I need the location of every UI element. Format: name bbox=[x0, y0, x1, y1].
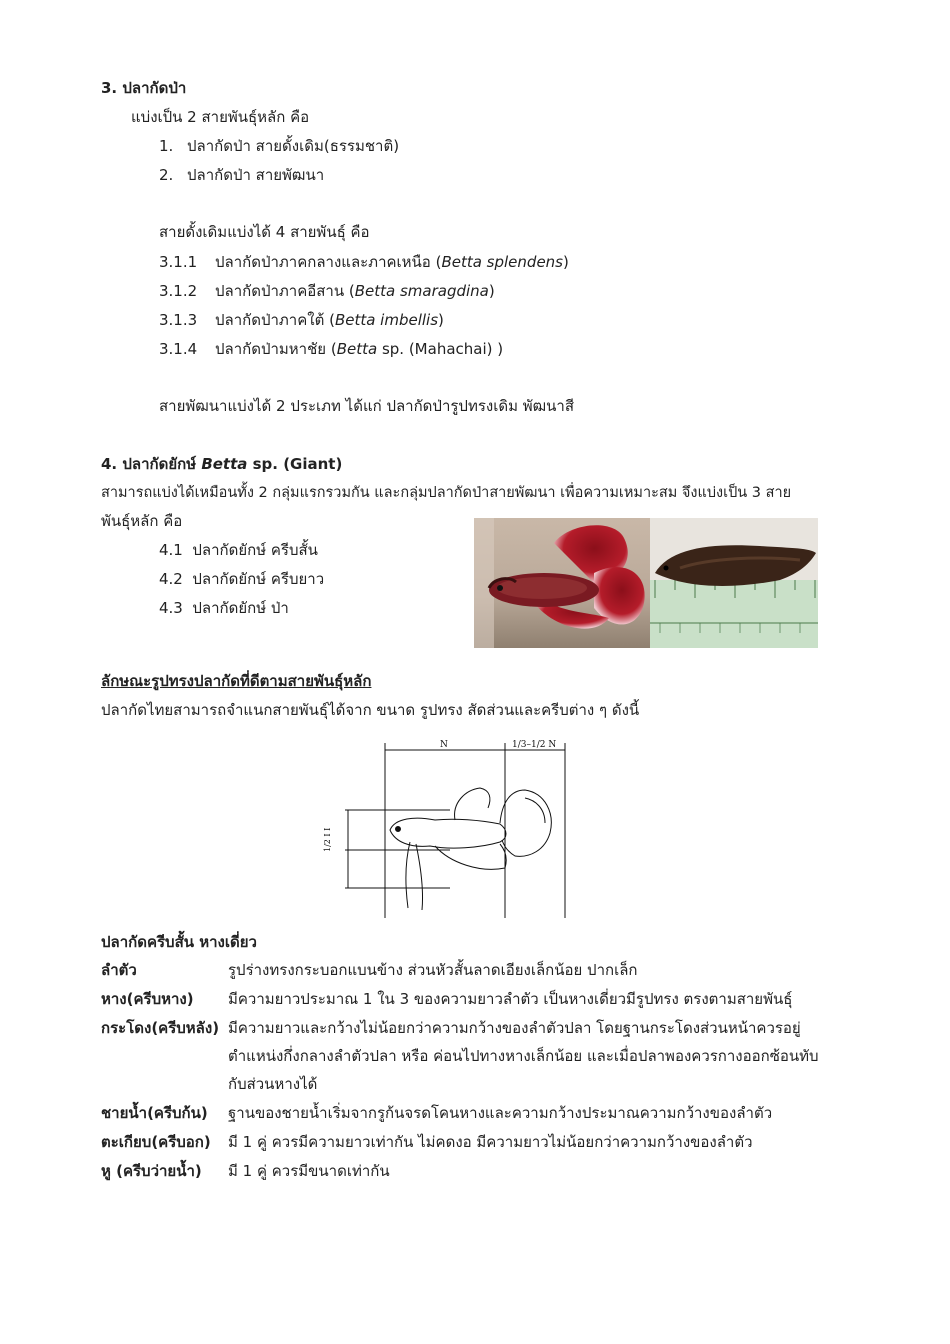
term: หาง(ครีบหาง) bbox=[101, 990, 194, 1008]
giant-item: 4.1 ปลากัดยักษ์ ครีบสั้น bbox=[159, 541, 318, 559]
list-item bbox=[159, 136, 400, 156]
giant-item: 4.2 ปลากัดยักษ์ ครีบยาว bbox=[159, 570, 325, 588]
term-description: มี 1 คู่ ควรมีขนาดเท่ากัน bbox=[228, 1162, 390, 1180]
diagram-label-side: 1/2 I I bbox=[323, 827, 332, 852]
list-number: 2. bbox=[159, 166, 174, 184]
term-description: มีความยาวประมาณ 1 ใน 3 ของความยาวลำตัว เป็นหางเดี่ยวมีรูปทรง ตรงตามสายพันธุ์ bbox=[228, 990, 793, 1008]
characteristics-heading: ลักษณะรูปทรงปลากัดที่ดีตามสายพันธุ์หลัก bbox=[101, 672, 372, 690]
list-item bbox=[159, 165, 325, 185]
term-description: ตำแหน่งกึ่งกลางลำตัวปลา หรือ ค่อนไปทางหางเล็กน้อย และเมื่อปลาพองควรกางออกซ้อนทับ bbox=[228, 1047, 819, 1065]
short-fin-heading: ปลากัดครีบสั้น หางเดี่ยว bbox=[101, 933, 257, 951]
giant-betta-ruler-photo bbox=[650, 518, 818, 648]
variety-number: 3.1.4 bbox=[159, 340, 198, 358]
section4-heading: 4. ปลากัดยักษ์ Betta sp. (Giant) bbox=[101, 455, 343, 473]
term: กระโดง(ครีบหลัง) bbox=[101, 1019, 220, 1037]
term: ชายน้ำ(ครีบก้น) bbox=[101, 1104, 208, 1122]
variety-text: ปลากัดป่ามหาชัย (Betta sp. (Mahachai) ) bbox=[215, 340, 504, 358]
term: หู (ครีบว่ายน้ำ) bbox=[101, 1162, 202, 1180]
giant-betta-red-photo bbox=[474, 518, 650, 648]
variety-item bbox=[159, 281, 719, 301]
term-description: รูปร่างทรงกระบอกแบนข้าง ส่วนหัวสั้นลาดเอียงเล็กน้อย ปากเล็ก bbox=[228, 961, 638, 979]
variety-item bbox=[159, 339, 719, 359]
list-number: 1. bbox=[159, 137, 174, 155]
developed-text: สายพัฒนาแบ่งได้ 2 ประเภท ได้แก่ ปลากัดป่ารูปทรงเดิม พัฒนาสี bbox=[159, 397, 575, 415]
list-text: ปลากัดป่า สายพัฒนา bbox=[187, 166, 325, 184]
diagram-label-n: N bbox=[440, 740, 448, 750]
variety-number: 3.1.1 bbox=[159, 253, 198, 271]
term-description: ฐานของชายน้ำเริ่มจากรูก้นจรดโคนหางและความกว้างประมาณความกว้างของลำตัว bbox=[228, 1104, 773, 1122]
term: ตะเกียบ(ครีบอก) bbox=[101, 1133, 211, 1151]
variety-item bbox=[159, 252, 719, 272]
term-description: กับส่วนหางได้ bbox=[228, 1075, 318, 1093]
term: ลำตัว bbox=[101, 961, 137, 979]
section4-paragraph-line: พันธุ์หลัก คือ bbox=[101, 512, 183, 530]
term-description: มีความยาวและกว้างไม่น้อยกว่าความกว้างของลำตัวปลา โดยฐานกระโดงส่วนหน้าควรอยู่ bbox=[228, 1019, 801, 1037]
diagram-label-ratio: 1/3–1/2 N bbox=[512, 740, 557, 750]
variety-item bbox=[159, 310, 719, 330]
section4-paragraph-line: สามารถแบ่งได้เหมือนทั้ง 2 กลุ่มแรกรวมกัน และกลุ่มปลากัดป่าสายพัฒนา เพื่อความเหมาะสม จึงแบ่งเป็น 3 สาย bbox=[101, 485, 792, 501]
giant-item: 4.3 ปลากัดยักษ์ ป่า bbox=[159, 599, 289, 617]
variety-text: ปลากัดป่าภาคอีสาน (Betta smaragdina) bbox=[215, 282, 495, 300]
term-description: มี 1 คู่ ควรมีความยาวเท่ากัน ไม่คดงอ มีความยาวไม่น้อยกว่าความกว้างของลำตัว bbox=[228, 1133, 753, 1151]
traditional-intro: สายดั้งเดิมแบ่งได้ 4 สายพันธุ์ คือ bbox=[159, 223, 370, 241]
variety-text: ปลากัดป่าภาคใต้ (Betta imbellis) bbox=[215, 311, 444, 329]
variety-text: ปลากัดป่าภาคกลางและภาคเหนือ (Betta splendens) bbox=[215, 253, 569, 271]
variety-number: 3.1.3 bbox=[159, 311, 198, 329]
betta-proportion-diagram bbox=[323, 738, 580, 920]
variety-number: 3.1.2 bbox=[159, 282, 198, 300]
characteristics-intro: ปลากัดไทยสามารถจำแนกสายพันธุ์ได้จาก ขนาด รูปทรง สัดส่วนและครีบต่าง ๆ ดังนี้ bbox=[101, 701, 640, 719]
list-text: ปลากัดป่า สายดั้งเดิม(ธรรมชาติ) bbox=[187, 137, 400, 155]
section3-intro: แบ่งเป็น 2 สายพันธุ์หลัก คือ bbox=[131, 108, 310, 126]
section3-heading: 3. ปลากัดป่า bbox=[101, 79, 187, 97]
